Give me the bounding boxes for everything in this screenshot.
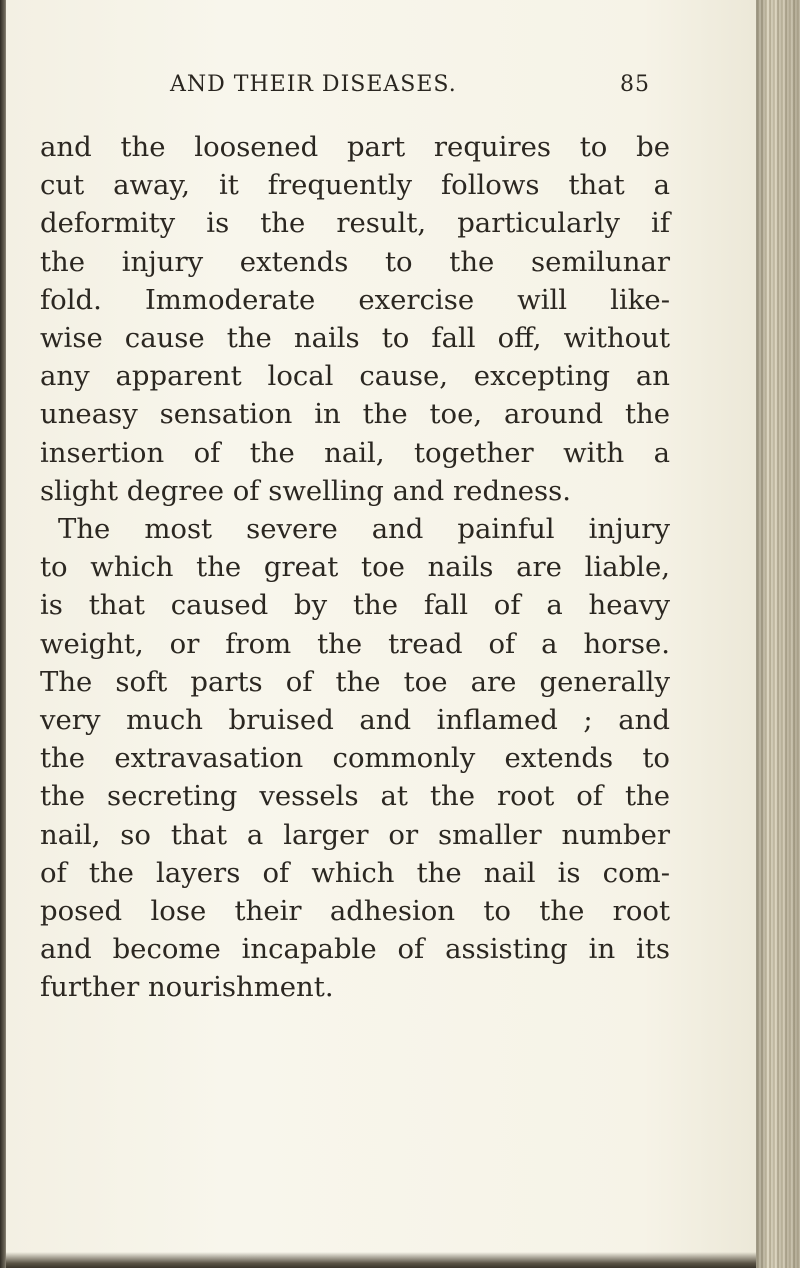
- text-line: further nourishment.: [40, 971, 334, 1004]
- text-line: posed lose their adhesion to the root: [40, 895, 670, 928]
- paragraph-start-line: The most severe and painful injury: [58, 513, 670, 546]
- page-number: 85: [620, 72, 650, 97]
- text-line: The soft parts of the toe are generally: [40, 665, 670, 698]
- text-line: the injury extends to the semilunar: [40, 245, 670, 278]
- text-line: nail, so that a larger or smaller number: [40, 818, 670, 851]
- text-line: insertion of the nail, together with a: [40, 436, 670, 469]
- text-line: to which the great toe nails are liable,: [40, 551, 670, 584]
- page-stack-edge: [756, 0, 800, 1268]
- text-line: wise cause the nails to fall off, without: [40, 322, 670, 355]
- text-line: weight, or from the tread of a horse.: [40, 627, 670, 660]
- page-bottom-shadow: [6, 1252, 756, 1268]
- text-line: is that caused by the fall of a heavy: [40, 589, 670, 622]
- text-line: deformity is the result, particularly if: [40, 207, 670, 240]
- text-line: the secreting vessels at the root of the: [40, 780, 670, 813]
- text-line: uneasy sensation in the toe, around the: [40, 398, 670, 431]
- running-header: [170, 72, 650, 102]
- text-line: fold. Immoderate exercise will like-: [40, 283, 670, 316]
- body-text: [40, 128, 670, 1007]
- text-line: and become incapable of assisting in its: [40, 933, 670, 966]
- text-line: of the layers of which the nail is com-: [40, 856, 670, 889]
- text-line: the extravasation commonly extends to: [40, 742, 670, 775]
- running-title: AND THEIR DISEASES.: [170, 72, 457, 97]
- text-line: any apparent local cause, excepting an: [40, 360, 670, 393]
- text-line: slight degree of swelling and redness.: [40, 474, 571, 507]
- text-line: cut away, it frequently follows that a: [40, 169, 670, 202]
- text-line: very much bruised and inflamed ; and: [40, 704, 670, 737]
- text-line: and the loosened part requires to be: [40, 131, 670, 163]
